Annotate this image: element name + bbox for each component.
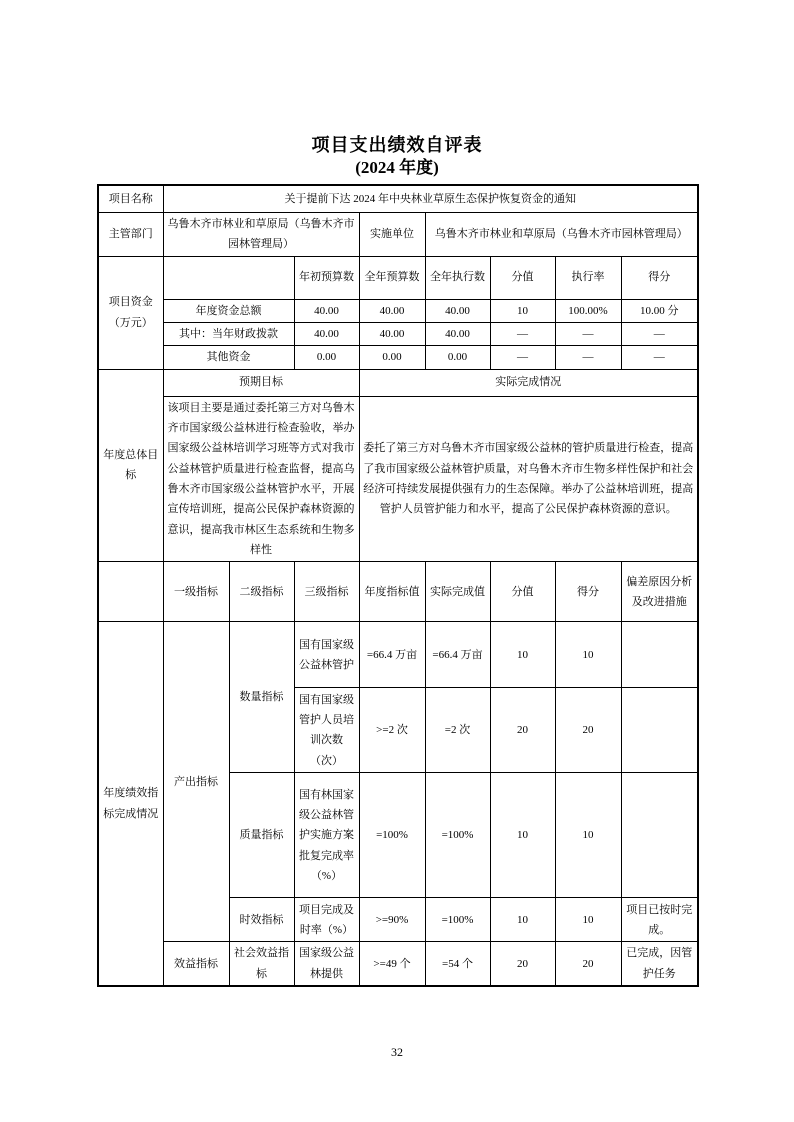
funds-header-score: 分值	[490, 256, 555, 299]
indicator-level3: 项目完成及时率（%）	[294, 898, 359, 942]
indicator-header-points: 得分	[555, 562, 621, 622]
indicator-deviation	[621, 688, 698, 773]
funds-value: 0.00	[294, 346, 359, 369]
indicator-level3: 国有国家级公益林管护	[294, 622, 359, 688]
level1-output: 产出指标	[163, 622, 229, 942]
funds-value: —	[555, 322, 621, 345]
indicator-deviation: 已完成，因管护任务	[621, 942, 698, 986]
indicator-header-actual: 实际完成值	[425, 562, 490, 622]
indicator-points: 10	[555, 773, 621, 898]
row-indicator-1	[98, 622, 698, 688]
indicator-level3: 国家级公益林提供	[294, 942, 359, 986]
project-name-value: 关于提前下达 2024 年中央林业草原生态保护恢复资金的通知	[163, 185, 698, 212]
indicator-section-label: 年度绩效指标完成情况	[98, 622, 163, 986]
dept-label: 主管部门	[98, 212, 163, 256]
indicator-level3: 国有林国家级公益林管护实施方案批复完成率（%）	[294, 773, 359, 898]
funds-value: —	[490, 346, 555, 369]
row-goal-header	[98, 369, 698, 396]
funds-value: 100.00%	[555, 299, 621, 322]
indicator-level3: 国有国家级管护人员培训次数（次）	[294, 688, 359, 773]
page-subtitle: (2024 年度)	[355, 158, 439, 178]
funds-header-execution-rate: 执行率	[555, 256, 621, 299]
row-indicator-header	[98, 562, 698, 622]
funds-value: 40.00	[294, 322, 359, 345]
goal-actual-text: 委托了第三方对乌鲁木齐市国家级公益林的管护质量进行检查，提高了我市国家级公益林管护质量，对乌鲁木齐市生物多样性保护和社会经济可持续发展提供强有力的生态保障。举办了公益林培训班，提高管护人员管护能力和水平，提高了公民保护森林资源的意识。	[359, 396, 698, 562]
indicator-actual: =54 个	[425, 942, 490, 986]
indicator-points: 10	[555, 898, 621, 942]
funds-value: 10	[490, 299, 555, 322]
indicator-target: =66.4 万亩	[359, 622, 425, 688]
funds-header-annual-execution: 全年执行数	[425, 256, 490, 299]
level2-time: 时效指标	[229, 898, 294, 942]
funds-value: —	[555, 346, 621, 369]
indicator-header-level1: 一级指标	[163, 562, 229, 622]
indicator-points: 10	[555, 622, 621, 688]
funds-empty-cell	[163, 256, 294, 299]
row-funds-fiscal	[98, 322, 698, 345]
funds-header-points: 得分	[621, 256, 698, 299]
row-project-name	[98, 185, 698, 212]
funds-value: 0.00	[359, 346, 425, 369]
indicator-header-target: 年度指标值	[359, 562, 425, 622]
row-goal-content	[98, 396, 698, 562]
row-funds-total	[98, 299, 698, 322]
funds-row-label: 年度资金总额	[163, 299, 294, 322]
funds-value: 0.00	[425, 346, 490, 369]
indicator-actual: =100%	[425, 773, 490, 898]
indicator-actual: =66.4 万亩	[425, 622, 490, 688]
row-indicator-5	[98, 942, 698, 986]
goal-actual-header: 实际完成情况	[359, 369, 698, 396]
level2-quality: 质量指标	[229, 773, 294, 898]
self-evaluation-table	[97, 184, 699, 987]
indicator-score: 10	[490, 898, 555, 942]
funds-value: —	[621, 346, 698, 369]
indicator-points: 20	[555, 942, 621, 986]
row-departments	[98, 212, 698, 256]
funds-header-annual-budget: 全年预算数	[359, 256, 425, 299]
row-funds-header	[98, 256, 698, 299]
indicator-score: 10	[490, 622, 555, 688]
level2-social: 社会效益指标	[229, 942, 294, 986]
funds-row-label: 其他资金	[163, 346, 294, 369]
goal-expected-text: 该项目主要是通过委托第三方对乌鲁木齐市国家级公益林进行检查验收，举办国家级公益林培训学习班等方式对我市公益林管护质量进行检查监督，提高乌鲁木齐市国家级公益林管护水平，开展宣传培训班，提高公民保护森林资源的意识，提高我市林区生态系统和生物多样性	[163, 396, 359, 562]
funds-value: 40.00	[359, 322, 425, 345]
project-name-label: 项目名称	[98, 185, 163, 212]
funds-value: 40.00	[425, 299, 490, 322]
row-funds-other	[98, 346, 698, 369]
funds-row-label: 其中：当年财政拨款	[163, 322, 294, 345]
indicator-header-empty	[98, 562, 163, 622]
goal-section-label: 年度总体目标	[98, 369, 163, 562]
level1-benefit: 效益指标	[163, 942, 229, 986]
impl-label: 实施单位	[359, 212, 425, 256]
funds-value: 40.00	[425, 322, 490, 345]
indicator-header-level2: 二级指标	[229, 562, 294, 622]
funds-header-initial-budget: 年初预算数	[294, 256, 359, 299]
funds-value: —	[621, 322, 698, 345]
indicator-deviation	[621, 622, 698, 688]
indicator-points: 20	[555, 688, 621, 773]
level2-quantity: 数量指标	[229, 622, 294, 773]
indicator-header-score: 分值	[490, 562, 555, 622]
indicator-score: 20	[490, 688, 555, 773]
goal-expected-header: 预期目标	[163, 369, 359, 396]
indicator-deviation: 项目已按时完成。	[621, 898, 698, 942]
indicator-target: >=49 个	[359, 942, 425, 986]
page-number: 32	[391, 1045, 403, 1060]
impl-value: 乌鲁木齐市林业和草原局（乌鲁木齐市园林管理局）	[425, 212, 698, 256]
funds-value: 40.00	[294, 299, 359, 322]
funds-value: —	[490, 322, 555, 345]
indicator-target: =100%	[359, 773, 425, 898]
indicator-score: 20	[490, 942, 555, 986]
indicator-target: >=90%	[359, 898, 425, 942]
indicator-actual: =2 次	[425, 688, 490, 773]
indicator-target: >=2 次	[359, 688, 425, 773]
dept-value: 乌鲁木齐市林业和草原局（乌鲁木齐市园林管理局）	[163, 212, 359, 256]
indicator-header-level3: 三级指标	[294, 562, 359, 622]
indicator-header-deviation: 偏差原因分析及改进措施	[621, 562, 698, 622]
funds-section-label: 项目资金（万元）	[98, 256, 163, 369]
indicator-actual: =100%	[425, 898, 490, 942]
indicator-deviation	[621, 773, 698, 898]
funds-value: 10.00 分	[621, 299, 698, 322]
page-title: 项目支出绩效自评表	[311, 135, 483, 155]
indicator-score: 10	[490, 773, 555, 898]
funds-value: 40.00	[359, 299, 425, 322]
